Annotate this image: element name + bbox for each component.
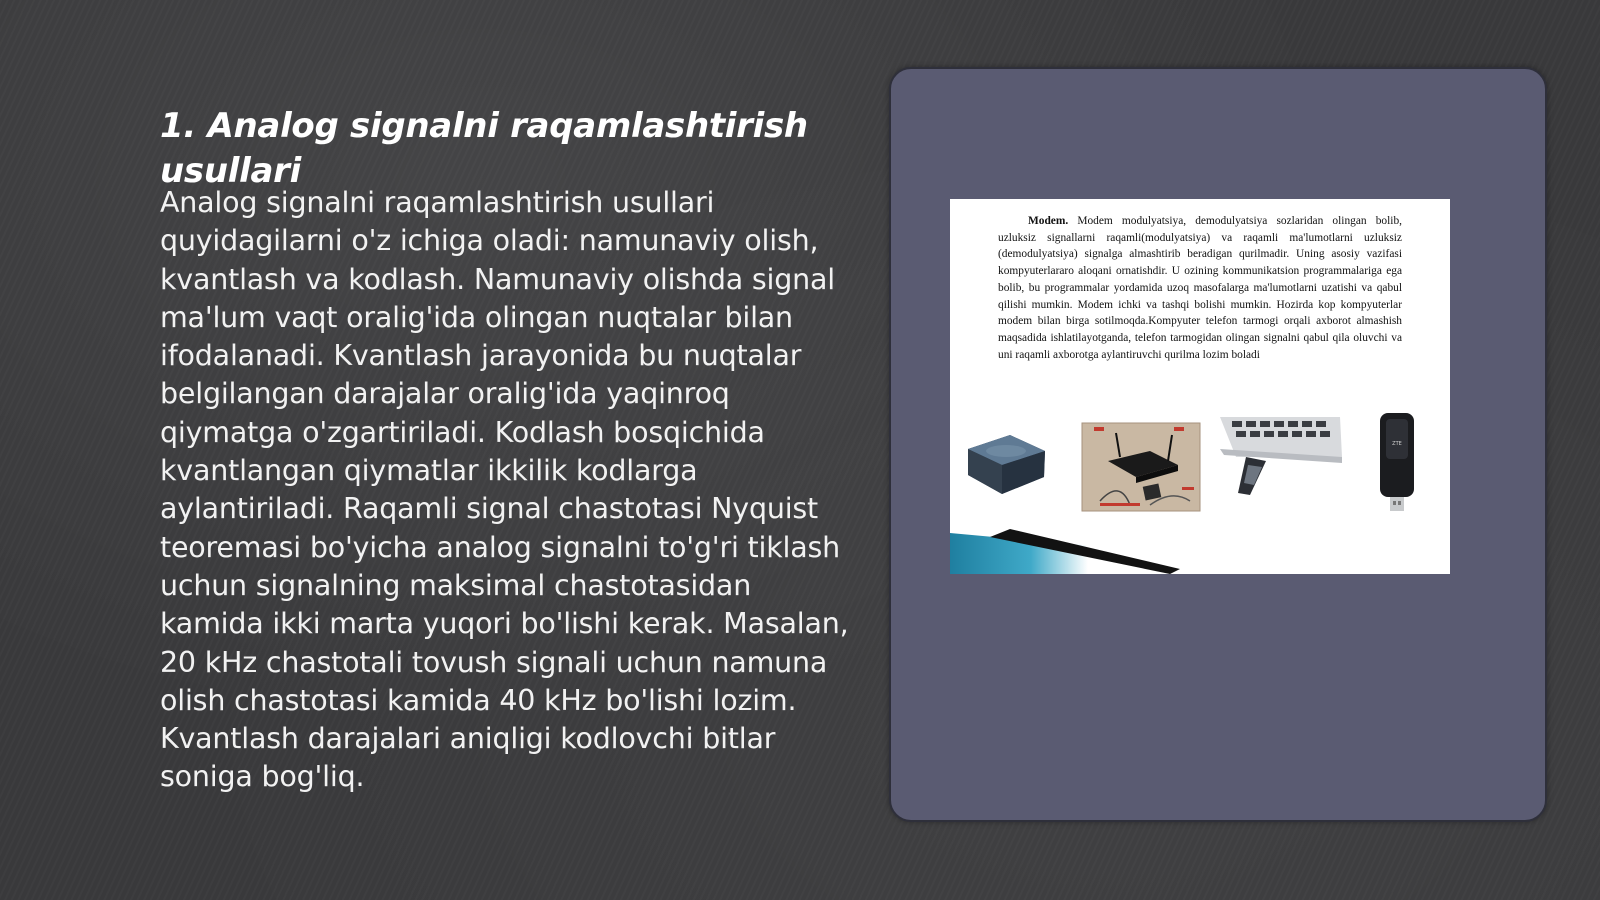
- usb-dongle-icon: [1380, 413, 1414, 511]
- slide-body-text: Analog signalni raqamlashtirish usullari quyidagilarni o'z ichiga oladi: namunaviy olish, kvantlash va kodlash. Namunaviy olishda signal ma'lum vaqt oralig'ida olingan nuqtalar bilan ifodalanadi. Kvantlash jarayonida bu nuqtalar belgilangan darajalar oralig'ida yaqinroq qiymatga o'zgartiriladi. Kodlash bosqichida kvantlangan qiymatlar ikkilik kodlarga aylantiriladi. Raqamli signal chastotasi Nyquist teoremasi bo'yicha analog signalni to'g'ri tiklash uchun signalning maksimal chastotasidan kamida ikki marta yuqori bo'lishi kerak. Masalan, 20 kHz chastotali tovush signali uchun namuna olish chastotasi kamida 40 kHz bo'lishi lozim. Kvantlash darajalari aniqligi kodlovchi bitlar soniga bog'liq.: [160, 186, 849, 794]
- modem-description: [998, 213, 1402, 363]
- modem-text: Modem modulyatsiya, demodulyatsiya sozlaridan olingan bolib, uzluksiz signallarni raqamli(modulyatsiya) va raqamli ma'lumotlarni uzluksiz (demodulyatsiya) signalga almashtirib beradigan qurilmadir. Uning asosiy vazifasi kompyuterlararo aloqani ornatishdir. U ozining kommunikatsion programmalariga ega bolib, bu programmalar yordamida uzoq masofalarga ma'lumotlarni uzatishi va qabul qilishi mumkin. Modem ichki va tashqi bolishi mumkin. Hozirda kop kompyuterlar modem bilan birga sotilmoqda.Kompyuter telefon tarmogi orqali axborot almashish maqsadida ishlatilayotganda, telefon tarmogidan olingan signalni qabul qila oluvchi va uni raqamli axborotga aylantiruvchi qurilma lozim boladi: [998, 215, 1402, 361]
- slide-title: 1. Analog signalni raqamlashtirish usullari: [160, 106, 808, 191]
- external-modem-icon: [968, 435, 1045, 494]
- usb-modem-laptop-icon: [1220, 417, 1342, 495]
- svg-text:ZTE: ZTE: [1392, 441, 1402, 447]
- router-kit-icon: [1082, 423, 1200, 511]
- page-footer-stripe: [950, 529, 1450, 574]
- modem-devices-photo: [950, 409, 1450, 519]
- modem-document-image: [950, 199, 1450, 574]
- modem-heading: Modem.: [1028, 215, 1069, 227]
